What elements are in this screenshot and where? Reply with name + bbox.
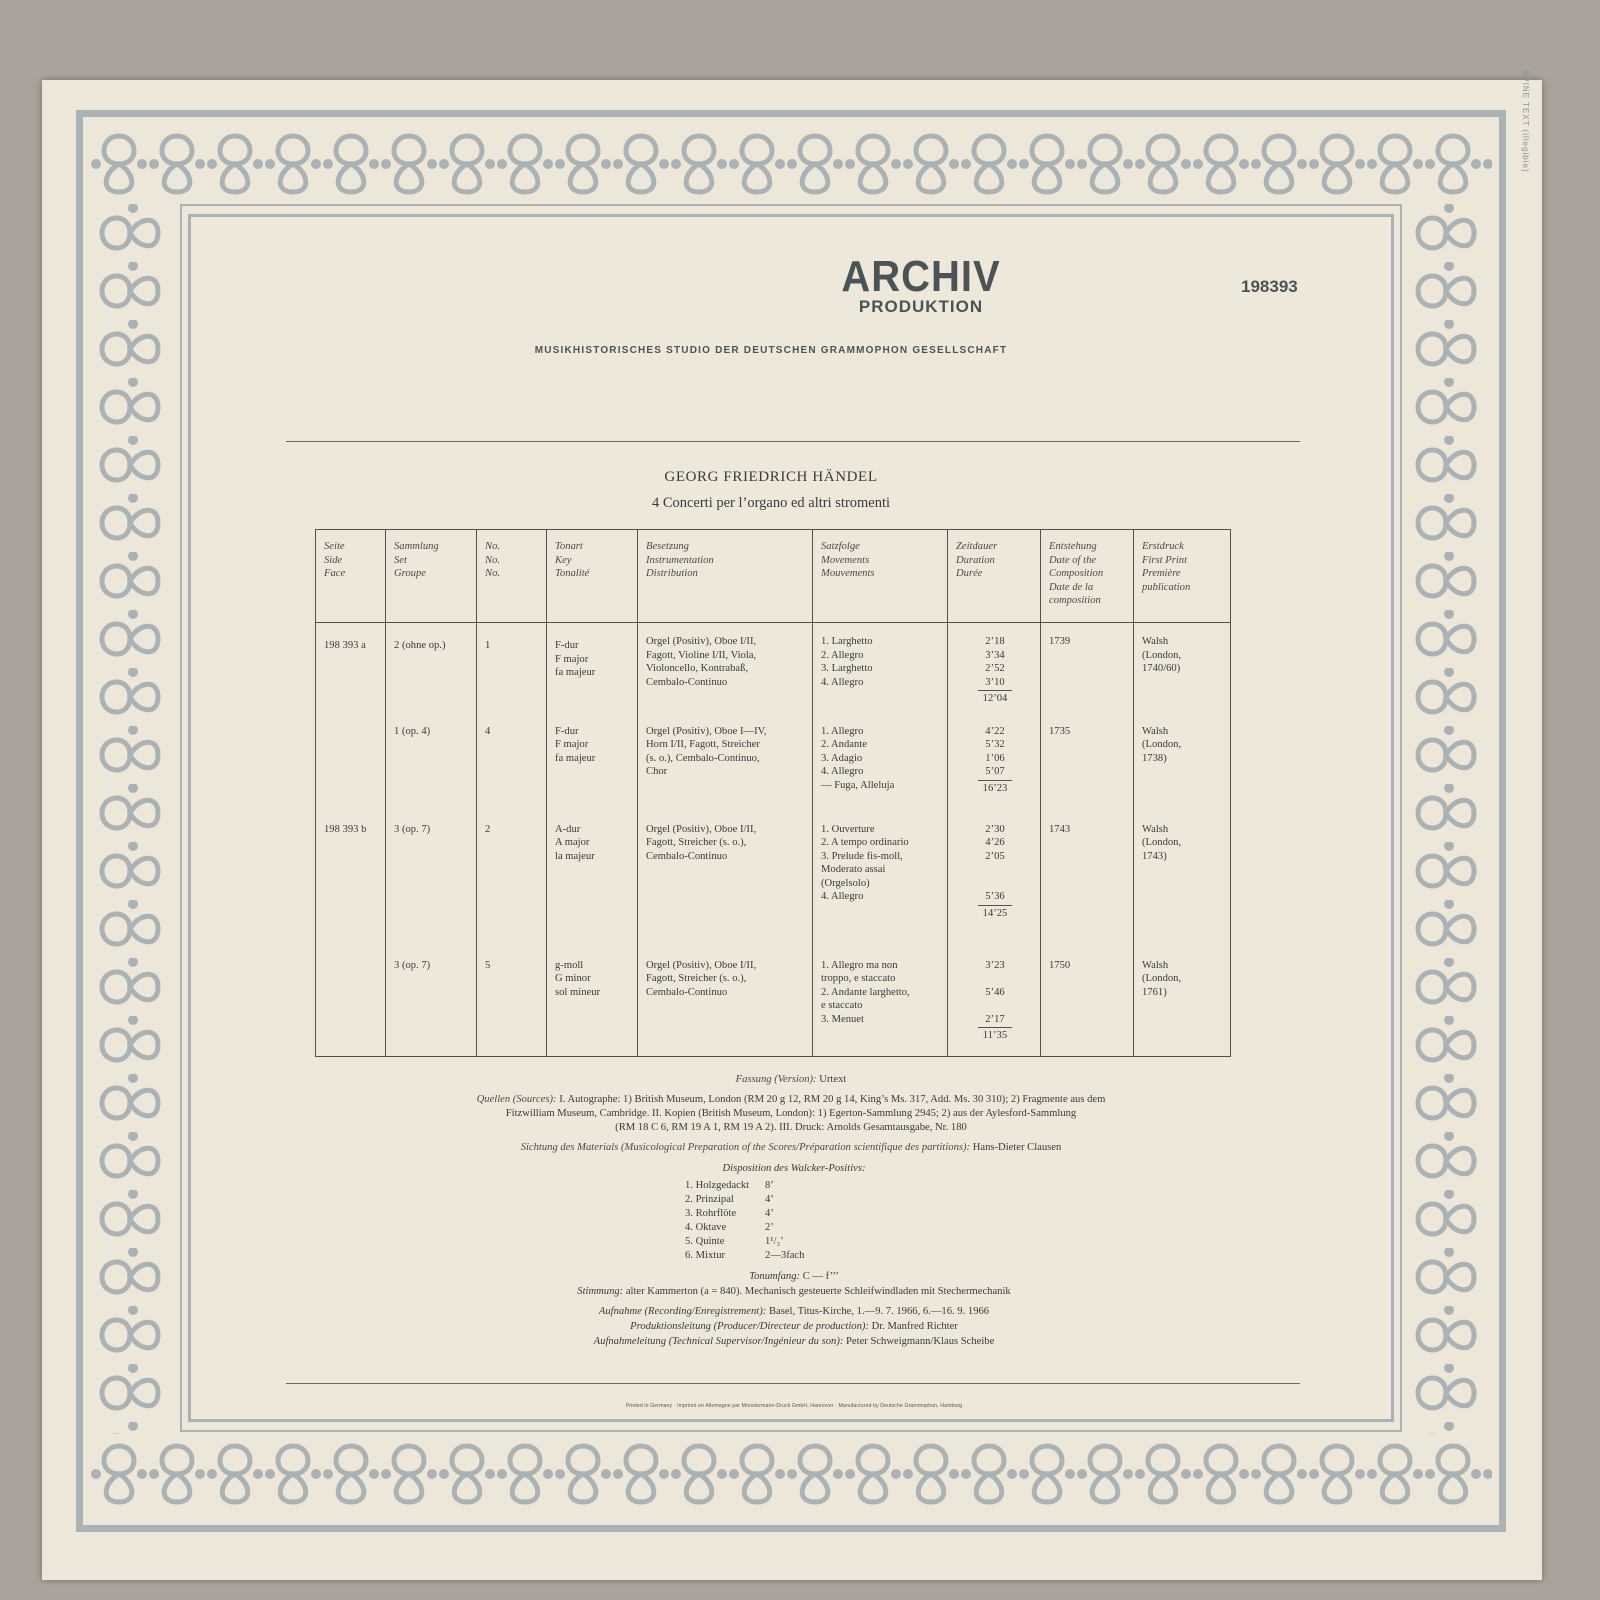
cell-side: [316, 953, 386, 1057]
duration-total: 12’04: [978, 690, 1012, 706]
cell-no: 4: [477, 721, 547, 819]
printed-in-line: Printed in Germany · Imprimé en Allemagne par Münstermann-Druck GmbH, Hannover · Manufactured by Deutsche Grammophon, Hamburg: [625, 1403, 963, 1409]
stop-size: 2’: [765, 1222, 774, 1233]
stop-name: 4. Oktave: [685, 1222, 727, 1233]
cell-composed: 1743: [1041, 819, 1134, 953]
technical-value: Peter Schweigmann/Klaus Scheibe: [846, 1336, 995, 1347]
ornament-border-right: [1406, 204, 1492, 1434]
ornament-border-bottom: [90, 1434, 1492, 1518]
sources-line-3: (RM 18 C 6, RM 19 A 1, RM 19 A 2). III. Druck: Arnolds Gesamtausgabe, Nr. 180: [615, 1122, 967, 1133]
cell-set: 2 (ohne op.): [386, 623, 477, 721]
work-title: 4 Concerti per l’organo ed altri stromenti: [651, 495, 891, 511]
content-panel: [188, 214, 1394, 1422]
version-value: Urtext: [819, 1074, 847, 1085]
stop-size: 4’: [765, 1208, 774, 1219]
cell-no: 1: [477, 623, 547, 721]
cell-instrumentation: Orgel (Positiv), Oboe I/II, Fagott, Violine I/II, Viola, Violoncello, Kontrabaß, Cembalo-Continuo: [638, 623, 813, 721]
top-divider: [286, 441, 1300, 442]
technical-line: [341, 1334, 1247, 1349]
stop-size: 1¹/₃’: [765, 1236, 784, 1247]
stop-name: 1. Holzgedackt: [685, 1180, 750, 1191]
header-movements: Satzfolge Movements Mouvements: [813, 530, 948, 623]
cell-first-print: Walsh (London, 1761): [1134, 953, 1231, 1057]
stop-size: 8’: [765, 1180, 774, 1191]
cell-instrumentation: Orgel (Positiv), Oboe I/II, Fagott, Streicher (s. o.), Cembalo-Continuo: [638, 953, 813, 1057]
tracklist-table: [315, 529, 1231, 1057]
cell-set: 3 (op. 7): [386, 819, 477, 953]
stop-name: 6. Mixtur: [685, 1250, 726, 1261]
cell-movements: 1. Allegro 2. Andante 3. Adagio 4. Allegro — Fuga, Alleluja: [813, 721, 948, 819]
stop-name: 2. Prinzipal: [685, 1194, 734, 1205]
version-line: [351, 1073, 1231, 1087]
cell-durations: [948, 721, 1041, 819]
cell-set: 3 (op. 7): [386, 953, 477, 1057]
source-notes: [351, 1073, 1231, 1155]
list-item: [685, 1207, 804, 1221]
cell-no: 2: [477, 819, 547, 953]
cell-key: g-moll G minor sol mineur: [547, 953, 638, 1057]
cell-movements: 1. Allegro ma non troppo, e staccato 2. Andante larghetto, e staccato 3. Menuet: [813, 953, 948, 1057]
cell-composed: 1739: [1041, 623, 1134, 721]
ornament-border-left: [90, 204, 176, 1434]
duration-list: 2’18 3’34 2’52 3’10: [985, 636, 1005, 688]
header-set: Sammlung Set Groupe: [386, 530, 477, 623]
list-item: [685, 1179, 804, 1193]
producer-label: Produktionsleitung (Producer/Directeur de production):: [630, 1321, 869, 1332]
cell-durations: [948, 953, 1041, 1057]
sources-label: Quellen (Sources):: [476, 1094, 557, 1105]
cell-first-print: Walsh (London, 1738): [1134, 721, 1231, 819]
organ-stop-list: [685, 1179, 804, 1263]
brand-line-1: ARCHIV: [841, 253, 1001, 301]
cell-first-print: Walsh (London, 1740/60): [1134, 623, 1231, 721]
header-first-print: Erstdruck First Print Première publication: [1134, 530, 1231, 623]
header-side: Seite Side Face: [316, 530, 386, 623]
table-row: [316, 819, 1231, 953]
cell-key: A-dur A major la majeur: [547, 819, 638, 953]
list-item: [685, 1193, 804, 1207]
technical-label: Aufnahmeleitung (Technical Supervisor/Ingénieur du son):: [593, 1336, 844, 1347]
header-no: No. No. No.: [477, 530, 547, 623]
table-row: [316, 721, 1231, 819]
studio-name: MUSIKHISTORISCHES STUDIO DER DEUTSCHEN GRAMMOPHON GESELLSCHAFT: [534, 345, 1008, 356]
stop-size: 2—3fach: [765, 1250, 805, 1261]
catalog-number: 198393: [1241, 277, 1298, 296]
duration-list: 2’30 4’26 2’05 5’36: [985, 823, 1005, 902]
duration-list: 3’23 5’46 2’17: [985, 959, 1005, 1025]
cell-movements: 1. Ouverture 2. A tempo ordinario 3. Prelude fis-moll, Moderato assai (Orgelsolo) 4. Allegro: [813, 819, 948, 953]
cell-movements: 1. Larghetto 2. Allegro 3. Larghetto 4. Allegro: [813, 623, 948, 721]
recording-value: Basel, Titus-Kirche, 1.—9. 7. 1966, 6.—16. 9. 1966: [768, 1306, 990, 1317]
cell-first-print: Walsh (London, 1743): [1134, 819, 1231, 953]
cell-key: F-dur F major fa majeur: [547, 623, 638, 721]
cell-instrumentation: Orgel (Positiv), Oboe I—IV, Horn I/II, Fagott, Streicher (s. o.), Cembalo-Continuo, Chor: [638, 721, 813, 819]
archiv-logo: [831, 253, 1011, 317]
cell-composed: 1735: [1041, 721, 1134, 819]
cell-set: 1 (op. 4): [386, 721, 477, 819]
range-value: C — f’’’: [802, 1271, 839, 1282]
header-key: Tonart Key Tonalité: [547, 530, 638, 623]
recording-label: Aufnahme (Recording/Enregistrement):: [598, 1306, 767, 1317]
version-label: Fassung (Version):: [735, 1074, 817, 1085]
table-row: [316, 623, 1231, 721]
duration-list: 4’22 5’32 1’06 5’07: [985, 725, 1005, 777]
tuning-label: Stimmung:: [577, 1286, 624, 1297]
ornament-border-top: [90, 124, 1492, 204]
sources-line-1: [351, 1093, 1231, 1107]
list-item: [685, 1249, 804, 1263]
sources-text-1: I. Autographe: 1) British Museum, London (RM 20 g 12, RM 20 g 14, King’s Ms. 317, Add. Ms. 30 310); 2) Fragmente aus dem: [559, 1094, 1106, 1105]
tuning-line: [341, 1284, 1247, 1299]
recording-credits: [341, 1269, 1247, 1349]
composer-name: GEORG FRIEDRICH HÄNDEL: [664, 469, 878, 485]
cell-key: F-dur F major fa majeur: [547, 721, 638, 819]
range-line: [341, 1269, 1247, 1284]
table-row: [316, 953, 1231, 1057]
duration-total: 16’23: [978, 780, 1012, 796]
stop-name: 5. Quinte: [685, 1236, 725, 1247]
list-item: [685, 1235, 804, 1249]
spine-text: SPINE TEXT (illegible): [1521, 70, 1530, 173]
cell-side: 198 393 b: [316, 819, 386, 953]
cell-durations: [948, 819, 1041, 953]
header-duration: Zeitdauer Duration Durée: [948, 530, 1041, 623]
tuning-value: alter Kammerton (a = 840). Mechanisch gesteuerte Schleifwindladen mit Stechermechanik: [625, 1286, 1011, 1297]
duration-total: 14’25: [978, 905, 1012, 921]
preparation-line: [351, 1141, 1231, 1155]
bottom-divider: [286, 1383, 1300, 1384]
cell-durations: [948, 623, 1041, 721]
brand-line-2: PRODUKTION: [858, 297, 984, 316]
header-composed: Entstehung Date of the Composition Date de la composition: [1041, 530, 1134, 623]
cell-no: 5: [477, 953, 547, 1057]
cell-instrumentation: Orgel (Positiv), Oboe I/II, Fagott, Streicher (s. o.), Cembalo-Continuo: [638, 819, 813, 953]
recording-line: [341, 1304, 1247, 1319]
stop-name: 3. Rohrflöte: [685, 1208, 737, 1219]
producer-value: Dr. Manfred Richter: [871, 1321, 958, 1332]
stop-size: 4’: [765, 1194, 774, 1205]
producer-line: [341, 1319, 1247, 1334]
range-label: Tonumfang:: [749, 1271, 801, 1282]
table-header-row: [316, 530, 1231, 623]
sources-line-2: Fitzwilliam Museum, Cambridge. II. Kopien (British Museum, London): 1) Egerton-Sammlung 2945; 2) aus der Aylesford-Sammlung: [505, 1108, 1077, 1119]
list-item: [685, 1221, 804, 1235]
cell-side: 198 393 a: [316, 623, 386, 721]
record-sleeve: [42, 80, 1542, 1580]
organ-disposition-title: Disposition des Walcker-Positivs:: [722, 1163, 866, 1174]
preparation-value: Hans-Dieter Clausen: [972, 1142, 1062, 1153]
cell-side: [316, 721, 386, 819]
cell-composed: 1750: [1041, 953, 1134, 1057]
header-instrumentation: Besetzung Instrumentation Distribution: [638, 530, 813, 623]
duration-total: 11’35: [978, 1027, 1012, 1043]
preparation-label: Sichtung des Materials (Musicological Preparation of the Scores/Préparation scientifique des partitions):: [520, 1142, 971, 1153]
